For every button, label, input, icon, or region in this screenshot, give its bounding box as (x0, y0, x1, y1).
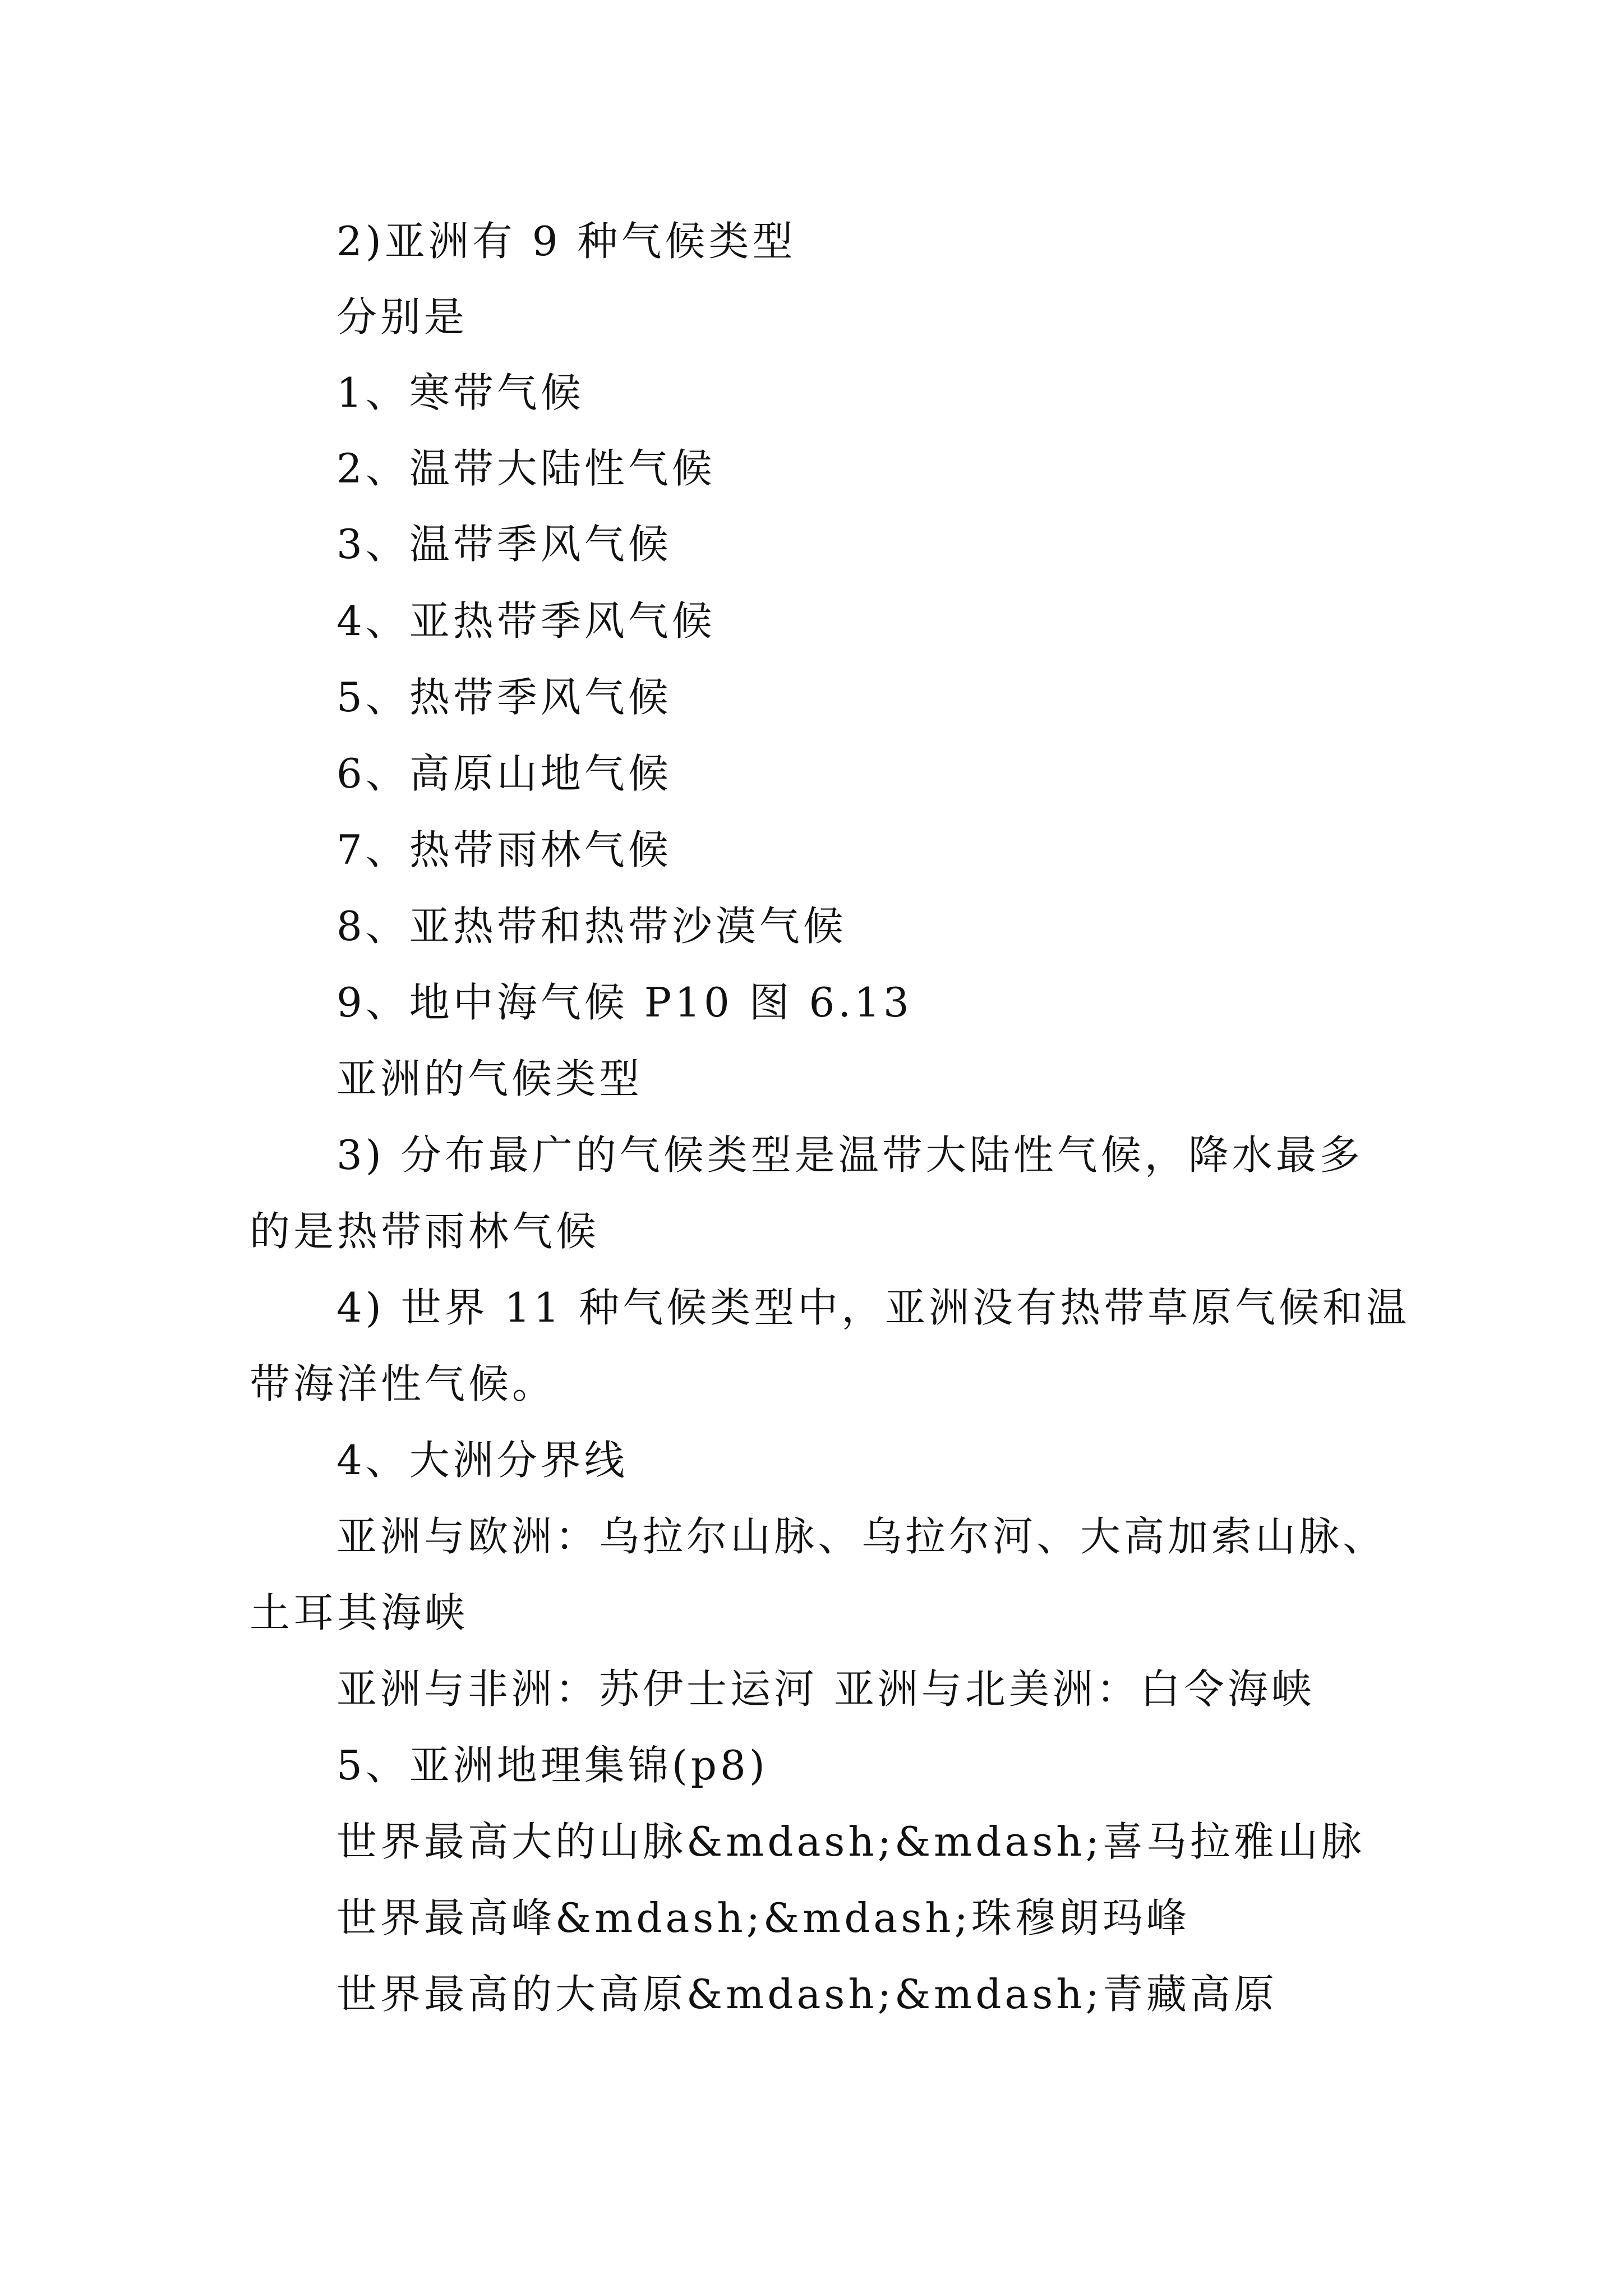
text-line-asia-africa-america: 亚洲与非洲：苏伊士运河 亚洲与北美洲：白令海峡 (336, 1665, 1315, 1713)
text-line-point-4-cont: 带海洋性气候。 (250, 1360, 556, 1407)
text-line-item-9: 9、地中海气候 P10 图 6.13 (336, 979, 912, 1026)
text-line-item-2: 2、温带大陆性气候 (336, 445, 716, 492)
text-line-point-4: 4) 世界 11 种气候类型中，亚洲没有热带草原气候和温 (336, 1284, 1410, 1331)
text-line-highest-plateau: 世界最高的大高原&mdash;&mdash;青藏高原 (336, 1971, 1278, 2018)
text-line-item-7: 7、热带雨林气候 (336, 826, 672, 873)
text-line-point-3-cont: 的是热带雨林气候 (250, 1208, 600, 1255)
text-line-climate-types-heading: 2)亚洲有 9 种气候类型 (336, 218, 796, 265)
text-line-item-3: 3、温带季风气候 (336, 521, 672, 568)
text-line-item-5: 5、热带季风气候 (336, 674, 672, 721)
text-line-item-8: 8、亚热带和热带沙漠气候 (336, 903, 847, 950)
text-line-section-4-heading: 4、大洲分界线 (336, 1437, 628, 1484)
text-line-item-4: 4、亚热带季风气候 (336, 597, 716, 645)
text-line-asia-europe-cont: 土耳其海峡 (250, 1589, 469, 1636)
text-line-list-intro: 分别是 (336, 293, 468, 341)
text-line-figure-caption: 亚洲的气候类型 (336, 1055, 643, 1102)
text-line-highest-range: 世界最高大的山脉&mdash;&mdash;喜马拉雅山脉 (336, 1818, 1365, 1865)
text-line-asia-europe: 亚洲与欧洲：乌拉尔山脉、乌拉尔河、大高加索山脉、 (336, 1513, 1387, 1560)
text-line-highest-peak: 世界最高峰&mdash;&mdash;珠穆朗玛峰 (336, 1894, 1190, 1941)
text-line-point-3: 3) 分布最广的气候类型是温带大陆性气候，降水最多 (336, 1131, 1363, 1179)
text-line-item-6: 6、高原山地气候 (336, 750, 672, 797)
text-line-item-1: 1、寒带气候 (336, 369, 584, 416)
text-line-section-5-heading: 5、亚洲地理集锦(p8) (336, 1742, 768, 1789)
